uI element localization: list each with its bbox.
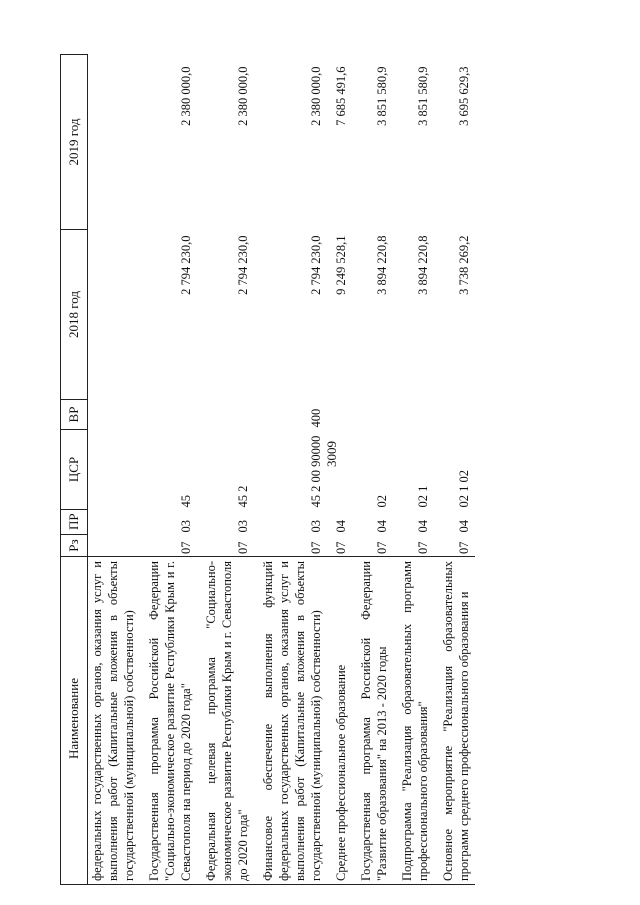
table-header	[61, 55, 88, 885]
row-2018: 3 894 220,8	[375, 235, 389, 295]
row-rz: 07	[236, 541, 250, 554]
row-pr: 03	[309, 520, 323, 533]
row-rz: 07	[179, 541, 193, 554]
row-csr: 45	[179, 495, 193, 508]
row-vr	[352, 400, 393, 430]
row-csr	[88, 430, 141, 510]
row-2019: 2 380 000,0	[309, 66, 323, 126]
row-2019: 2 380 000,0	[236, 66, 250, 126]
row-rz: 07	[334, 541, 348, 554]
row-vr: 400	[309, 408, 323, 428]
row-vr	[197, 400, 254, 430]
row-rz: 07	[416, 541, 430, 554]
row-name: Государственная программа Российской Федерации "Развитие образования" на 2013 - 2020 годы	[352, 557, 393, 885]
row-2018: 3 738 269,2	[457, 235, 471, 295]
header-vr: ВР	[61, 400, 88, 430]
row-name: Государственная программа Российской Федерации "Социально-экономическое развитие Республики Крым и г. Севастополя на период до 2020 года"	[140, 557, 197, 885]
table-row	[327, 55, 352, 885]
table-row	[197, 55, 254, 885]
row-csr: 45 2	[236, 485, 250, 508]
row-2019: 7 685 491,6	[334, 66, 348, 126]
row-pr: 04	[334, 520, 348, 533]
row-vr	[88, 400, 141, 430]
header-pr: ПР	[61, 510, 88, 535]
row-csr: 02 1	[416, 485, 430, 508]
budget-table-page	[60, 55, 590, 885]
budget-table	[60, 54, 475, 885]
table-row	[88, 55, 141, 885]
row-vr	[434, 400, 475, 430]
row-csr: 02	[375, 495, 389, 508]
row-2018: 2 794 230,0	[309, 235, 323, 295]
header-2018: 2018 год	[61, 230, 88, 400]
row-pr: 03	[236, 520, 250, 533]
row-pr: 04	[375, 520, 389, 533]
row-rz: 07	[309, 541, 323, 554]
row-2018: 3 894 220,8	[416, 235, 430, 295]
row-pr: 04	[457, 520, 471, 533]
row-2018: 2 794 230,0	[179, 235, 193, 295]
row-2019: 3 851 580,9	[416, 66, 430, 126]
header-rz: Рз	[61, 535, 88, 557]
row-2019: 3 695 629,3	[457, 66, 471, 126]
row-vr	[327, 400, 352, 430]
header-2019: 2019 год	[61, 55, 88, 230]
header-csr: ЦСР	[61, 430, 88, 510]
row-csr: 02 1 02	[457, 470, 471, 508]
table-row	[393, 55, 434, 885]
row-rz	[88, 535, 141, 557]
page-number: 3009	[324, 441, 339, 467]
row-name: федеральных государственных органов, оказания услуг и выполнения работ (Капитальные вложения в объекты государственной (муниципальной) собственности)	[88, 557, 141, 885]
row-2018: 2 794 230,0	[236, 235, 250, 295]
row-2019: 3 851 580,9	[375, 66, 389, 126]
row-2019: 2 380 000,0	[179, 66, 193, 126]
table-row	[434, 55, 475, 885]
row-pr	[88, 510, 141, 535]
row-name: Основное мероприятие "Реализация образовательных программ среднего профессионального образования и	[434, 557, 475, 885]
row-rz: 07	[457, 541, 471, 554]
row-name: Федеральная целевая программа "Социально-экономическое развитие Республики Крым и г. Севастополя до 2020 года"	[197, 557, 254, 885]
header-name: Наименование	[61, 557, 88, 885]
row-pr: 04	[416, 520, 430, 533]
table-row	[352, 55, 393, 885]
row-2018	[88, 230, 141, 400]
table-row	[140, 55, 197, 885]
row-vr	[140, 400, 197, 430]
row-csr: 45 2 00 90000	[309, 435, 323, 508]
row-name: Среднее профессиональное образование	[327, 557, 352, 885]
row-csr	[327, 430, 352, 510]
row-2018: 9 249 528,1	[334, 235, 348, 295]
row-rz: 07	[375, 541, 389, 554]
row-name: Подпрограмма "Реализация образовательных программ профессионального образования"	[393, 557, 434, 885]
table-row	[254, 55, 327, 885]
row-vr	[393, 400, 434, 430]
table-body	[88, 55, 476, 885]
row-name: Финансовое обеспечение выполнения функций федеральных государственных органов, оказания услуг и выполнения работ (Капитальные вложения в объекты государственной (муниципальной) собственности)	[254, 557, 327, 885]
row-2019	[88, 55, 141, 230]
row-pr: 03	[179, 520, 193, 533]
